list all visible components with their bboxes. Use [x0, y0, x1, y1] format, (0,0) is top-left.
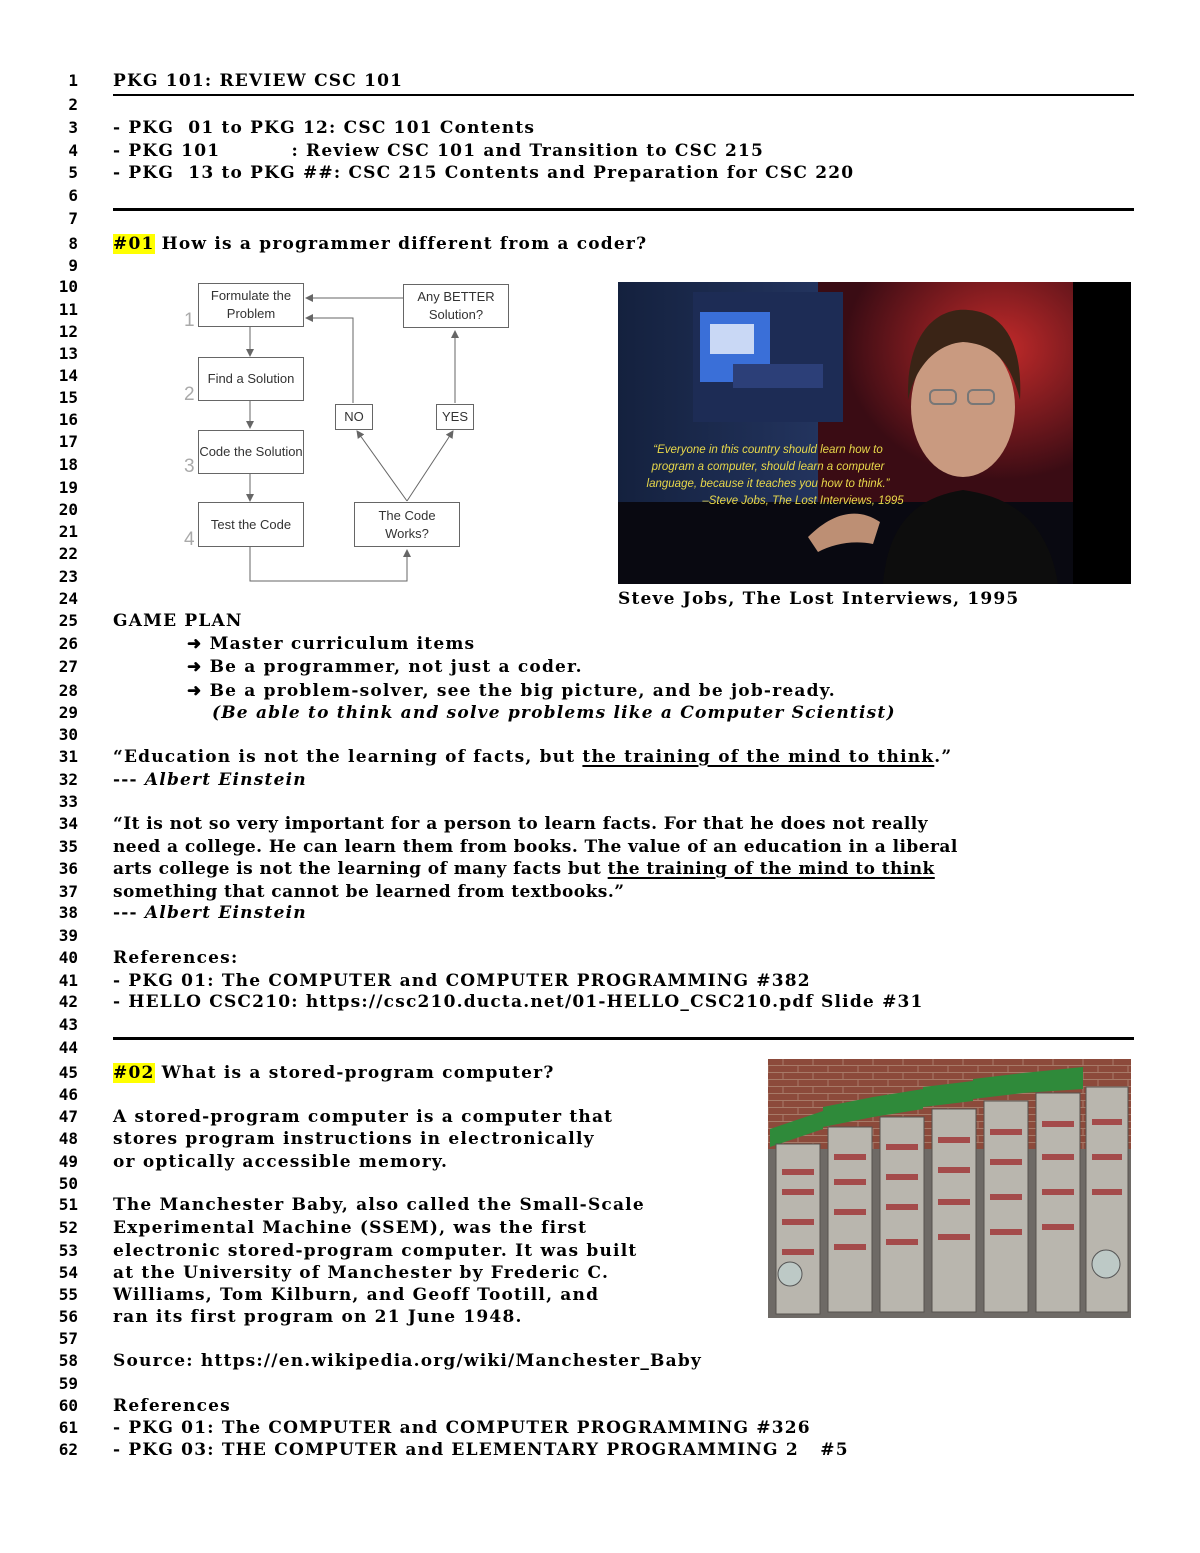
step-number: 4: [184, 529, 195, 550]
flowchart-step: Formulate the Problem: [198, 283, 304, 327]
einstein-quote-2-line: something that cannot be learned from textbooks.”: [113, 882, 625, 902]
step-number: 1: [184, 310, 195, 331]
line-number: 37: [58, 882, 78, 901]
line-number: 33: [58, 792, 78, 811]
quote-underlined: the training of the mind to think: [582, 747, 935, 767]
photo-quote-line: language, because it teaches you how to think.”: [646, 478, 890, 490]
line-number: 10: [58, 277, 78, 296]
author-prefix: ---: [113, 770, 145, 790]
line-number: 9: [68, 256, 78, 275]
line-number: 53: [58, 1241, 78, 1260]
quote-author: [113, 769, 307, 791]
line-number: 61: [58, 1418, 78, 1437]
divider: [113, 1037, 1134, 1040]
line-number: 24: [58, 589, 78, 608]
paragraph-line: Williams, Tom Kilburn, and Geoff Tootill, and: [113, 1285, 600, 1305]
references-title: References: [113, 1396, 231, 1416]
quote-author: [113, 902, 307, 924]
line-number: 15: [58, 388, 78, 407]
photo-quote: [618, 442, 918, 510]
einstein-quote-2-line: [113, 858, 935, 880]
line-number: 11: [58, 300, 78, 319]
page-title: PKG 101: REVIEW CSC 101: [113, 71, 404, 91]
line-number: 47: [58, 1107, 78, 1126]
paragraph-line: The Manchester Baby, also called the Small-Scale: [113, 1195, 645, 1215]
line-number: 41: [58, 971, 78, 990]
line-number: 51: [58, 1195, 78, 1214]
line-number: 30: [58, 725, 78, 744]
photo-illustration: [618, 282, 1131, 584]
game-plan-note: (Be able to think and solve problems like a Computer Scientist): [212, 703, 896, 723]
game-plan-item: [187, 633, 475, 655]
line-number: 45: [58, 1063, 78, 1082]
quote-text: .”: [934, 747, 953, 767]
line-number: 19: [58, 478, 78, 497]
paragraph-line: A stored-program computer is a computer that: [113, 1107, 614, 1127]
line-number: 39: [58, 926, 78, 945]
flowchart-step: Test the Code: [198, 502, 304, 547]
line-number: 32: [58, 770, 78, 789]
step-number: 3: [184, 456, 195, 477]
paragraph-line: ran its first program on 21 June 1948.: [113, 1307, 523, 1327]
line-number: 7: [68, 209, 78, 228]
line-number: 25: [58, 611, 78, 630]
author-prefix: ---: [113, 903, 145, 923]
references-title: References:: [113, 948, 239, 968]
flowchart-step: Code the Solution: [198, 430, 304, 474]
reference-item: - PKG 01: The COMPUTER and COMPUTER PROGRAMMING #382: [113, 971, 811, 991]
reference-item: - PKG 03: THE COMPUTER and ELEMENTARY PROGRAMMING 2 #5: [113, 1440, 849, 1460]
game-plan-item: [187, 680, 836, 702]
author-name: Albert Einstein: [144, 770, 307, 790]
line-number: 56: [58, 1307, 78, 1326]
reference-item: - HELLO CSC210: https://csc210.ducta.net/01-HELLO_CSC210.pdf Slide #31: [113, 992, 924, 1012]
line-number: 1: [68, 71, 78, 90]
author-name: Albert Einstein: [144, 903, 307, 923]
flowchart-step: Find a Solution: [198, 357, 304, 401]
line-number: 22: [58, 544, 78, 563]
divider: [113, 208, 1134, 211]
photo-caption: Steve Jobs, The Lost Interviews, 1995: [618, 589, 1020, 609]
line-number: 36: [58, 859, 78, 878]
flowchart-decision: The Code Works?: [354, 502, 460, 547]
line-number: 44: [58, 1038, 78, 1057]
toc-item: - PKG 101 : Review CSC 101 and Transition to CSC 215: [113, 141, 765, 161]
line-number: 21: [58, 522, 78, 541]
line-number: 29: [58, 703, 78, 722]
line-number: 50: [58, 1174, 78, 1193]
quote-text: “Education is not the learning of facts, but: [113, 747, 583, 767]
line-number: 28: [58, 681, 78, 700]
toc-item: - PKG 01 to PKG 12: CSC 101 Contents: [113, 118, 536, 138]
quote-text: arts college is not the learning of many facts but: [113, 859, 608, 879]
line-number: 55: [58, 1285, 78, 1304]
line-number: 3: [68, 118, 78, 137]
line-number: 38: [58, 903, 78, 922]
manchester-baby-photo: [768, 1059, 1131, 1318]
paragraph-line: electronic stored-program computer. It was built: [113, 1241, 638, 1261]
divider: [113, 94, 1134, 96]
paragraph-line: stores program instructions in electronically: [113, 1129, 595, 1149]
paragraph-line: or optically accessible memory.: [113, 1152, 449, 1172]
line-number: 59: [58, 1374, 78, 1393]
flowchart-yes-label: YES: [436, 404, 474, 430]
arrow-icon: ➜: [187, 681, 210, 701]
line-number: 43: [58, 1015, 78, 1034]
line-number: 34: [58, 814, 78, 833]
line-number: 13: [58, 344, 78, 363]
einstein-quote-2-line: need a college. He can learn them from books. The value of an education in a liberal: [113, 837, 958, 857]
line-number: 2: [68, 95, 78, 114]
line-number: 16: [58, 410, 78, 429]
line-number: 35: [58, 837, 78, 856]
flowchart-better: Any BETTER Solution?: [403, 284, 509, 328]
toc-item: - PKG 13 to PKG ##: CSC 215 Contents and Preparation for CSC 220: [113, 163, 855, 183]
line-number: 48: [58, 1129, 78, 1148]
reference-item: - PKG 01: The COMPUTER and COMPUTER PROGRAMMING #326: [113, 1418, 811, 1438]
game-plan-title: GAME PLAN: [113, 611, 243, 631]
photo-quote-line: “Everyone in this country should learn how to: [653, 444, 883, 456]
step-number: 2: [184, 384, 195, 405]
arrow-icon: ➜: [187, 657, 210, 677]
line-number: 18: [58, 455, 78, 474]
section-heading: [113, 1062, 555, 1084]
source-line: Source: https://en.wikipedia.org/wiki/Manchester_Baby: [113, 1351, 703, 1371]
programming-flowchart: [175, 278, 525, 588]
line-number: 52: [58, 1218, 78, 1237]
photo-quote-line: –Steve Jobs, The Lost Interviews, 1995: [702, 495, 904, 507]
line-number: 5: [68, 163, 78, 182]
section-question: How is a programmer different from a coder?: [154, 234, 648, 254]
line-number: 20: [58, 500, 78, 519]
photo-illustration: [768, 1059, 1131, 1318]
game-plan-item-text: Be a programmer, not just a coder.: [209, 657, 583, 677]
quote-underlined: the training of the mind to think: [607, 859, 935, 879]
einstein-quote-2-line: “It is not so very important for a person to learn facts. For that he does not really: [113, 814, 928, 834]
paragraph-line: Experimental Machine (SSEM), was the first: [113, 1218, 588, 1238]
line-number: 8: [68, 234, 78, 253]
line-number: 31: [58, 747, 78, 766]
section-tag: #01: [113, 234, 155, 254]
line-number: 40: [58, 948, 78, 967]
line-number: 6: [68, 186, 78, 205]
line-number: 23: [58, 567, 78, 586]
section-tag: #02: [113, 1063, 155, 1083]
section-heading: [113, 233, 647, 255]
paragraph-line: at the University of Manchester by Frederic C.: [113, 1263, 610, 1283]
section-question: What is a stored-program computer?: [154, 1063, 555, 1083]
line-number: 14: [58, 366, 78, 385]
line-number: 49: [58, 1152, 78, 1171]
line-number: 54: [58, 1263, 78, 1282]
line-number: 46: [58, 1085, 78, 1104]
game-plan-item: [187, 656, 583, 678]
line-number: 60: [58, 1396, 78, 1415]
line-number: 62: [58, 1440, 78, 1459]
game-plan-item-text: Master curriculum items: [209, 634, 476, 654]
einstein-quote-1: [113, 746, 952, 768]
line-number: 4: [68, 141, 78, 160]
line-number: 12: [58, 322, 78, 341]
line-number: 27: [58, 657, 78, 676]
photo-quote-line: program a computer, should learn a computer: [651, 461, 885, 473]
steve-jobs-photo: [618, 282, 1131, 584]
line-number: 58: [58, 1351, 78, 1370]
line-number: 42: [58, 992, 78, 1011]
line-number: 17: [58, 432, 78, 451]
flowchart-no-label: NO: [335, 404, 373, 430]
line-number: 26: [58, 634, 78, 653]
arrow-icon: ➜: [187, 634, 210, 654]
line-number: 57: [58, 1329, 78, 1348]
game-plan-item-text: Be a problem-solver, see the big picture, and be job-ready.: [209, 681, 836, 701]
